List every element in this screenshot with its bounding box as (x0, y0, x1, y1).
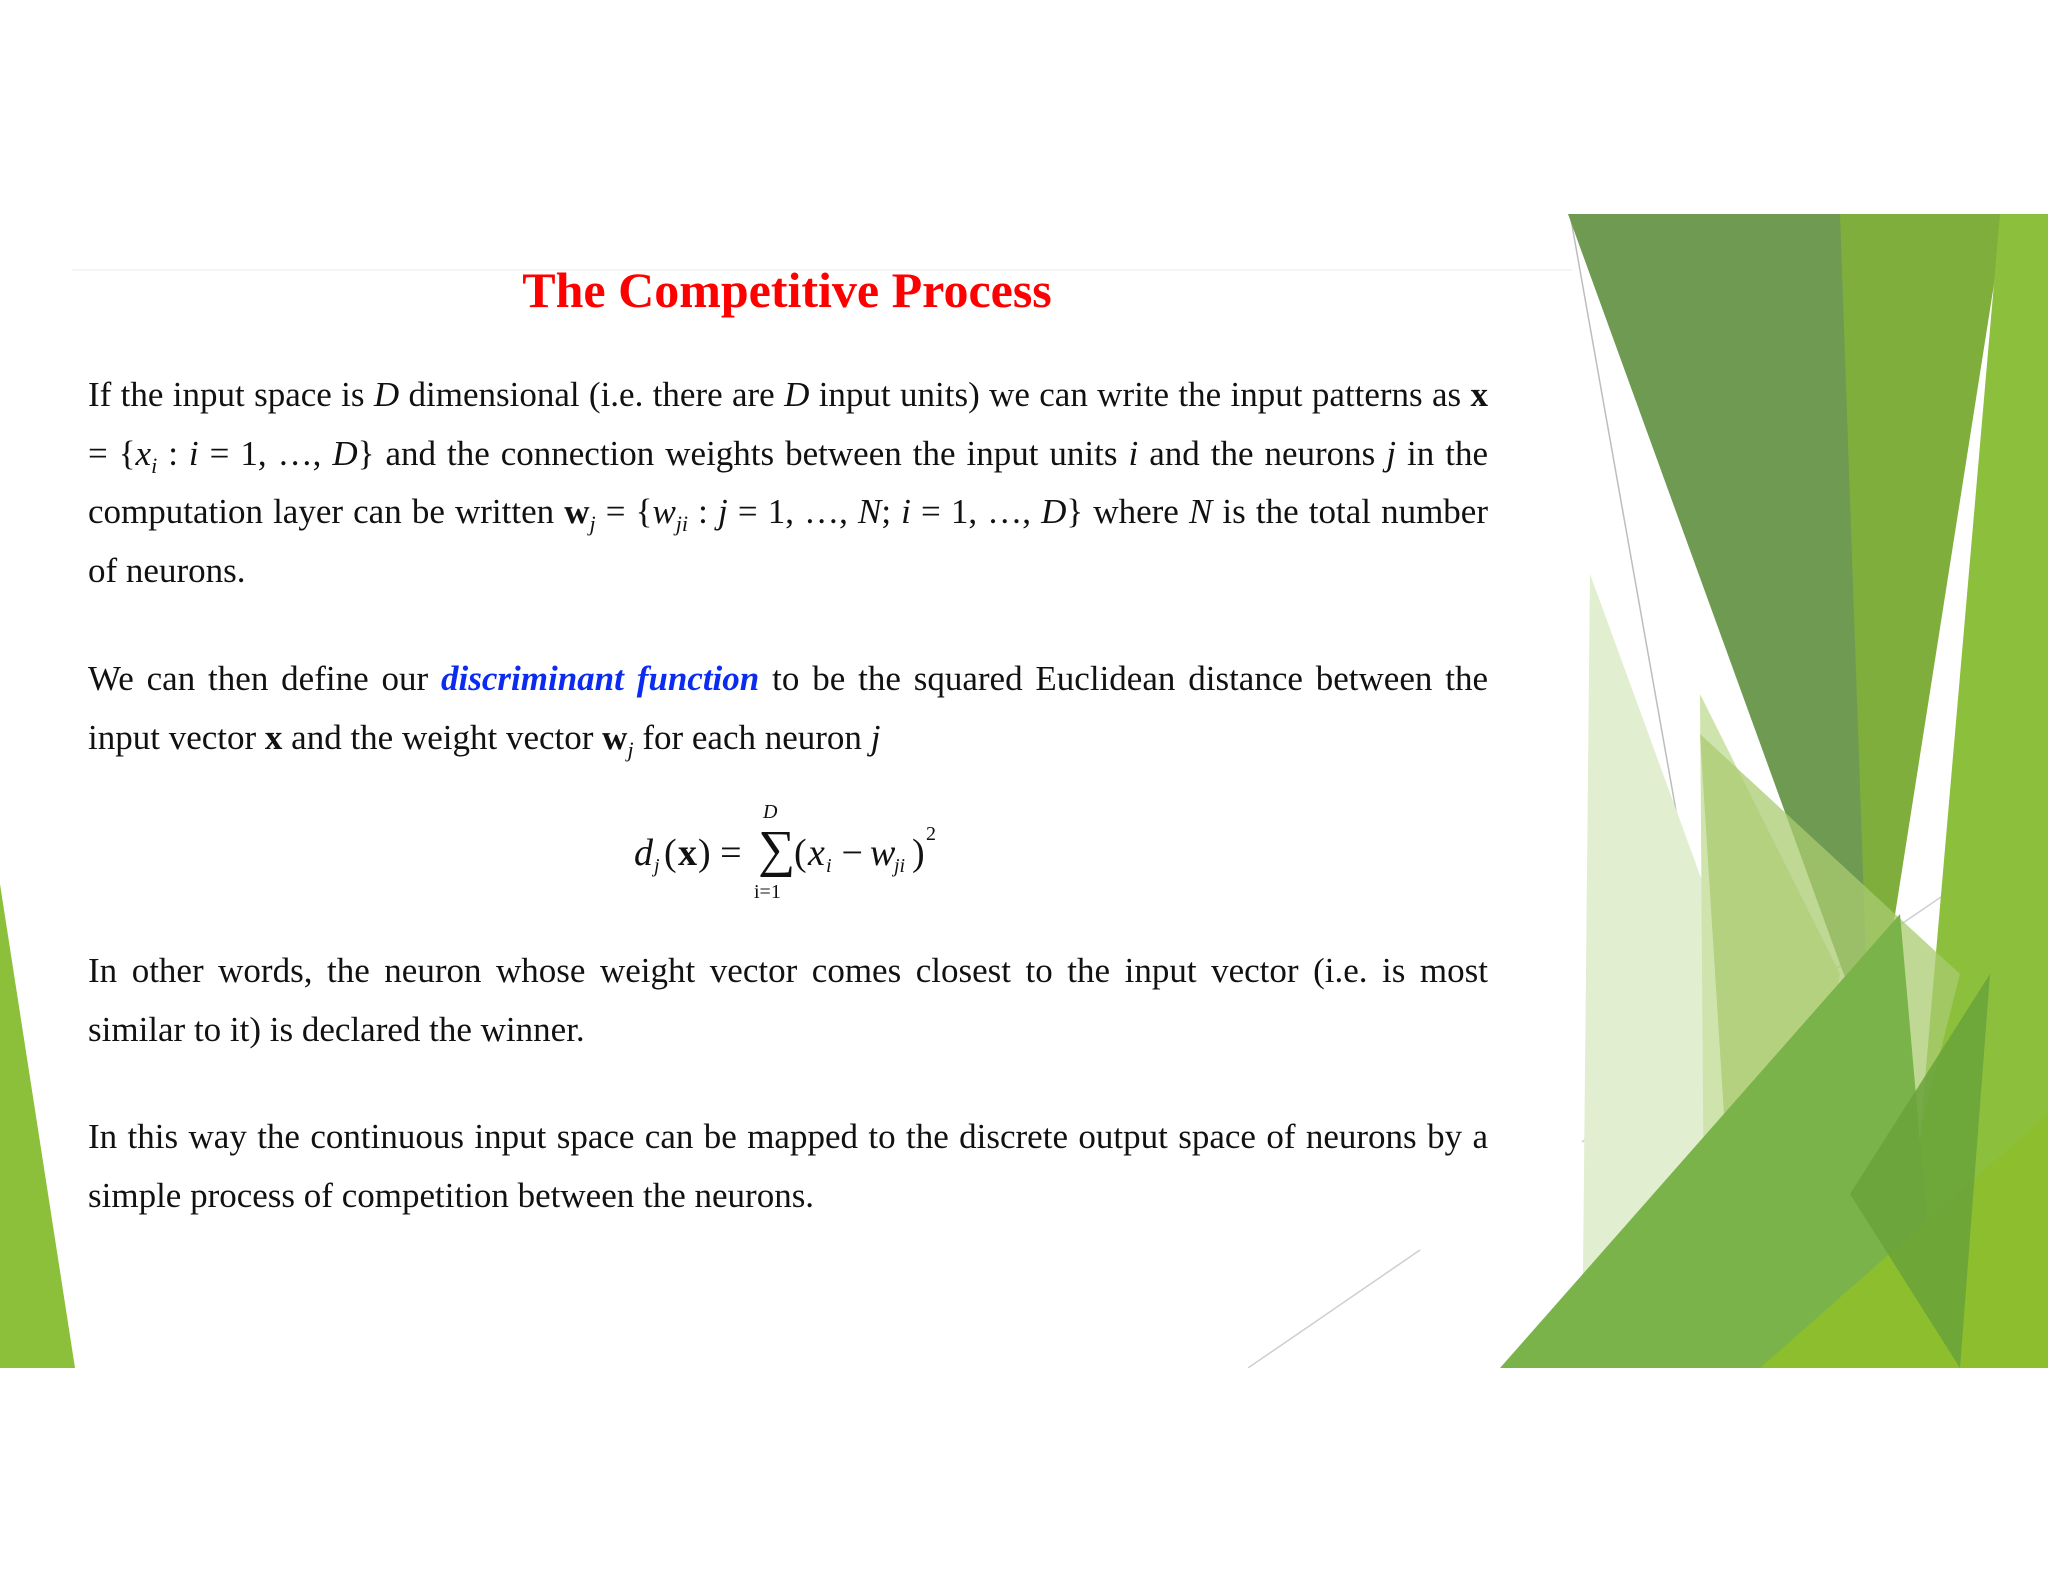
slide (0, 214, 2048, 1368)
paragraph-winner: In other words, the neuron whose weight vector comes closest to the input vector (i.e. is most similar to it) is declared the winner. (88, 951, 1488, 1049)
paragraph-input-space: If the input space is D dimensional (i.e. there are D input units) we can write the input patterns as $x = \{x_i$ : i = 1, …, D} and the connection weights between the input units i and the neurons j in the computation layer can be written $w_j = \{w_{ji}$ : j = 1, …, N; i = 1, …, D} where N is the total number of neurons. (88, 375, 1488, 590)
paragraph-mapping: In this way the continuous input space can be mapped to the discrete output space of neurons by a simple process of competition between the neurons. (88, 1117, 1488, 1215)
paragraph-discriminant: We can then define our discriminant function to be the squared Euclidean distance between the input vector x and the weight vector $w_j$ for each neuron j (88, 659, 1488, 762)
discriminant-function-term: discriminant function (441, 659, 760, 698)
slide-title: The Competitive Process (522, 262, 1052, 318)
left-green-wedge (0, 884, 75, 1368)
thin-line-left (1248, 1250, 1420, 1368)
distance-formula: d j ( x ) = ∑ D i=1 ( x i − w ji ) 2 (634, 801, 936, 903)
